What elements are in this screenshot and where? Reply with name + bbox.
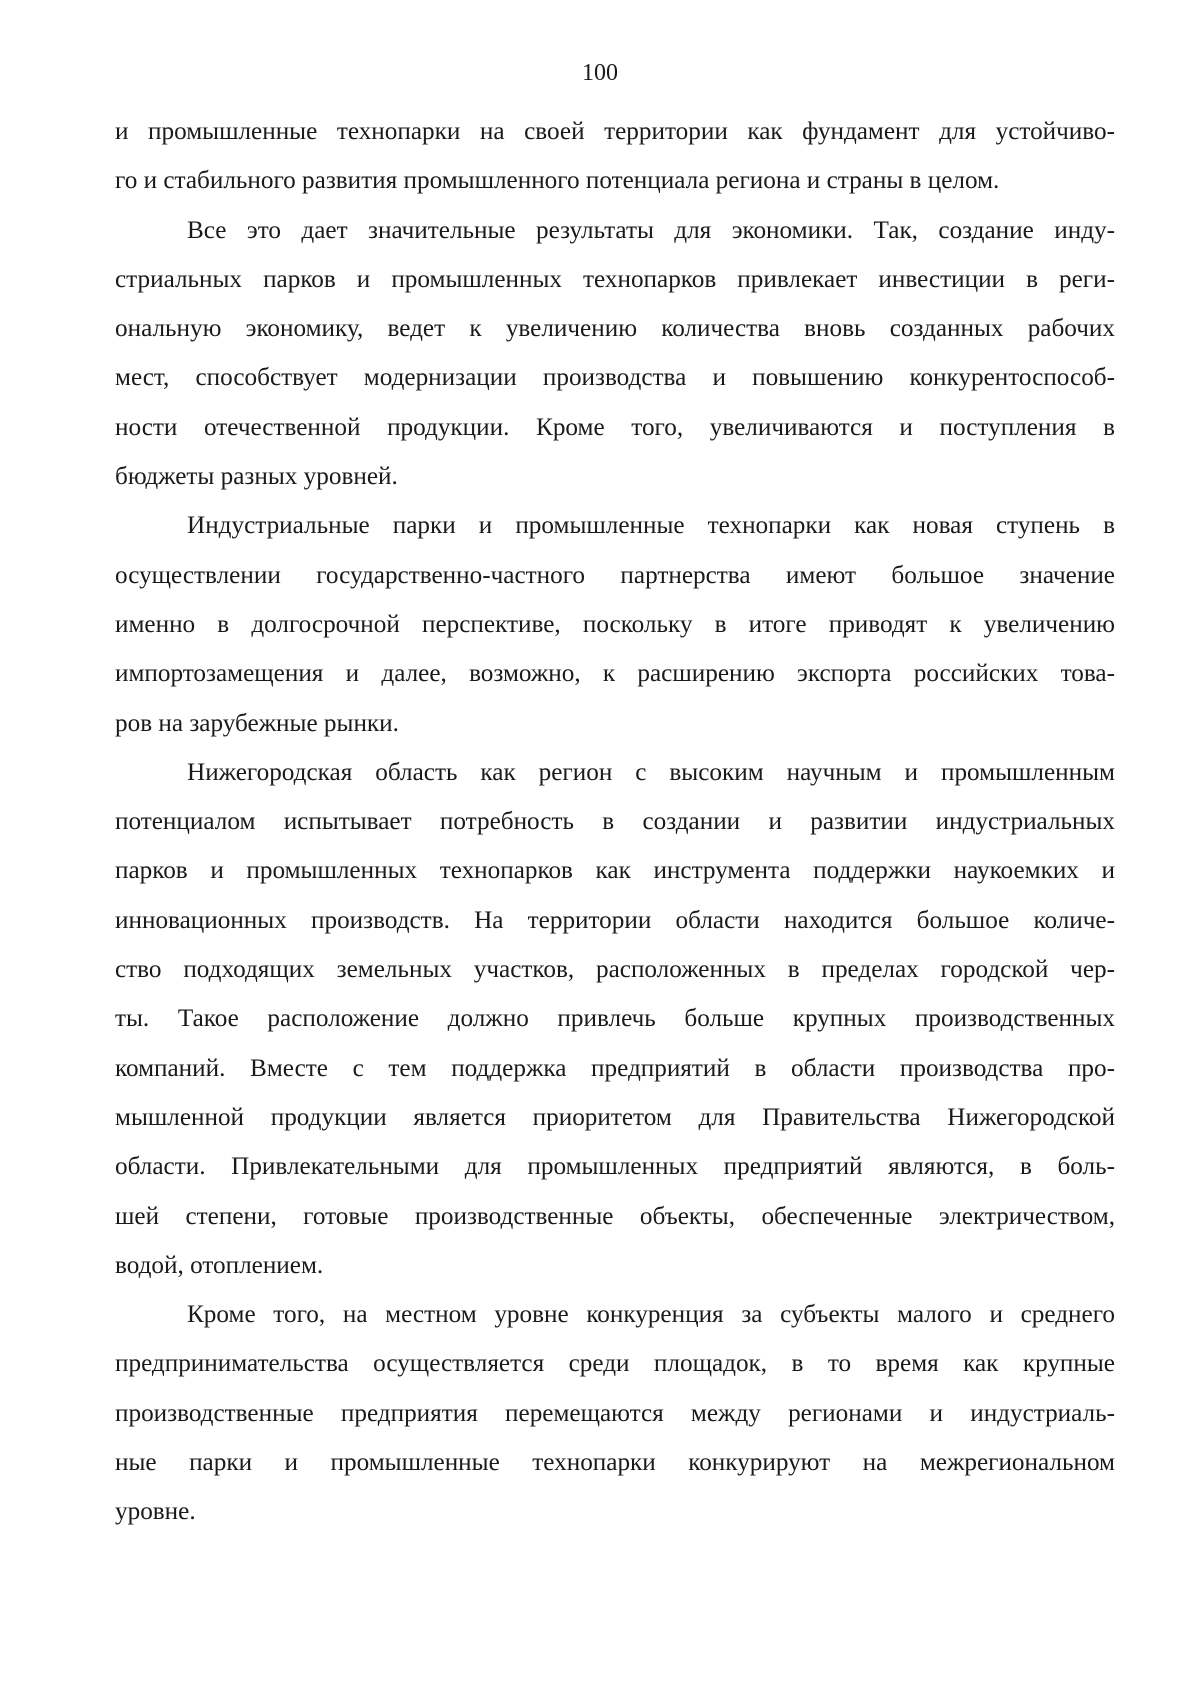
text-line: инновационных производств. На территории области находится большое количе- [115,906,1115,934]
text-line: мышленной продукции является приоритетом для Правительства Нижегородской [115,1103,1115,1131]
text-line: компаний. Вместе с тем поддержка предприятий в области производства про- [115,1054,1115,1082]
text-line: и промышленные технопарки на своей территории как фундамент для устойчиво- [115,118,1115,145]
text-line: стриальных парков и промышленных технопарков привлекает инвестиции в реги- [115,265,1115,293]
text-line: парков и промышленных технопарков как инструмента поддержки наукоемких и [115,857,1115,885]
text-line: Нижегородская область как регион с высоким научным и промышленным [187,758,1115,786]
text-line: области. Привлекательными для промышленных предприятий являются, в боль- [115,1153,1115,1181]
text-line: шей степени, готовые производственные объекты, обеспеченные электричеством, [115,1202,1115,1230]
text-line: ров на зарубежные рынки. [115,709,399,737]
page-number: 100 [582,60,618,86]
text-line: ональную экономику, ведет к увеличению количества вновь созданных рабочих [115,315,1115,343]
text-line: бюджеты разных уровней. [115,463,398,491]
body-text [115,107,1115,1537]
text-line: потенциалом испытывает потребность в создании и развитии индустриальных [115,808,1115,836]
text-line: ты. Такое расположение должно привлечь больше крупных производственных [115,1005,1115,1033]
text-line: именно в долгосрочной перспективе, поскольку в итоге приводят к увеличению [115,610,1115,638]
text-line: уровне. [115,1498,196,1526]
text-line: ство подходящих земельных участков, расположенных в пределах городской чер- [115,956,1115,984]
text-line: импортозамещения и далее, возможно, к расширению экспорта российских това- [115,660,1115,688]
text-line: Все это дает значительные результаты для экономики. Так, создание инду- [187,216,1115,244]
text-line: го и стабильного развития промышленного потенциала региона и страны в целом. [115,167,1000,195]
text-line: производственные предприятия перемещаются между регионами и индустриаль- [115,1399,1115,1427]
text-line: мест, способствует модернизации производства и повышению конкурентоспособ- [115,364,1115,392]
text-line: Кроме того, на местном уровне конкуренция за субъекты малого и среднего [187,1301,1115,1329]
text-line: Индустриальные парки и промышленные технопарки как новая ступень в [187,512,1115,540]
text-line: ные парки и промышленные технопарки конкурируют на межрегиональном [115,1449,1115,1477]
text-line: осуществлении государственно-частного партнерства имеют большое значение [115,561,1115,589]
text-line: предпринимательства осуществляется среди площадок, в то время как крупные [115,1350,1115,1378]
text-line: водой, отоплением. [115,1251,324,1279]
text-line: ности отечественной продукции. Кроме того, увеличиваются и поступления в [115,413,1115,441]
